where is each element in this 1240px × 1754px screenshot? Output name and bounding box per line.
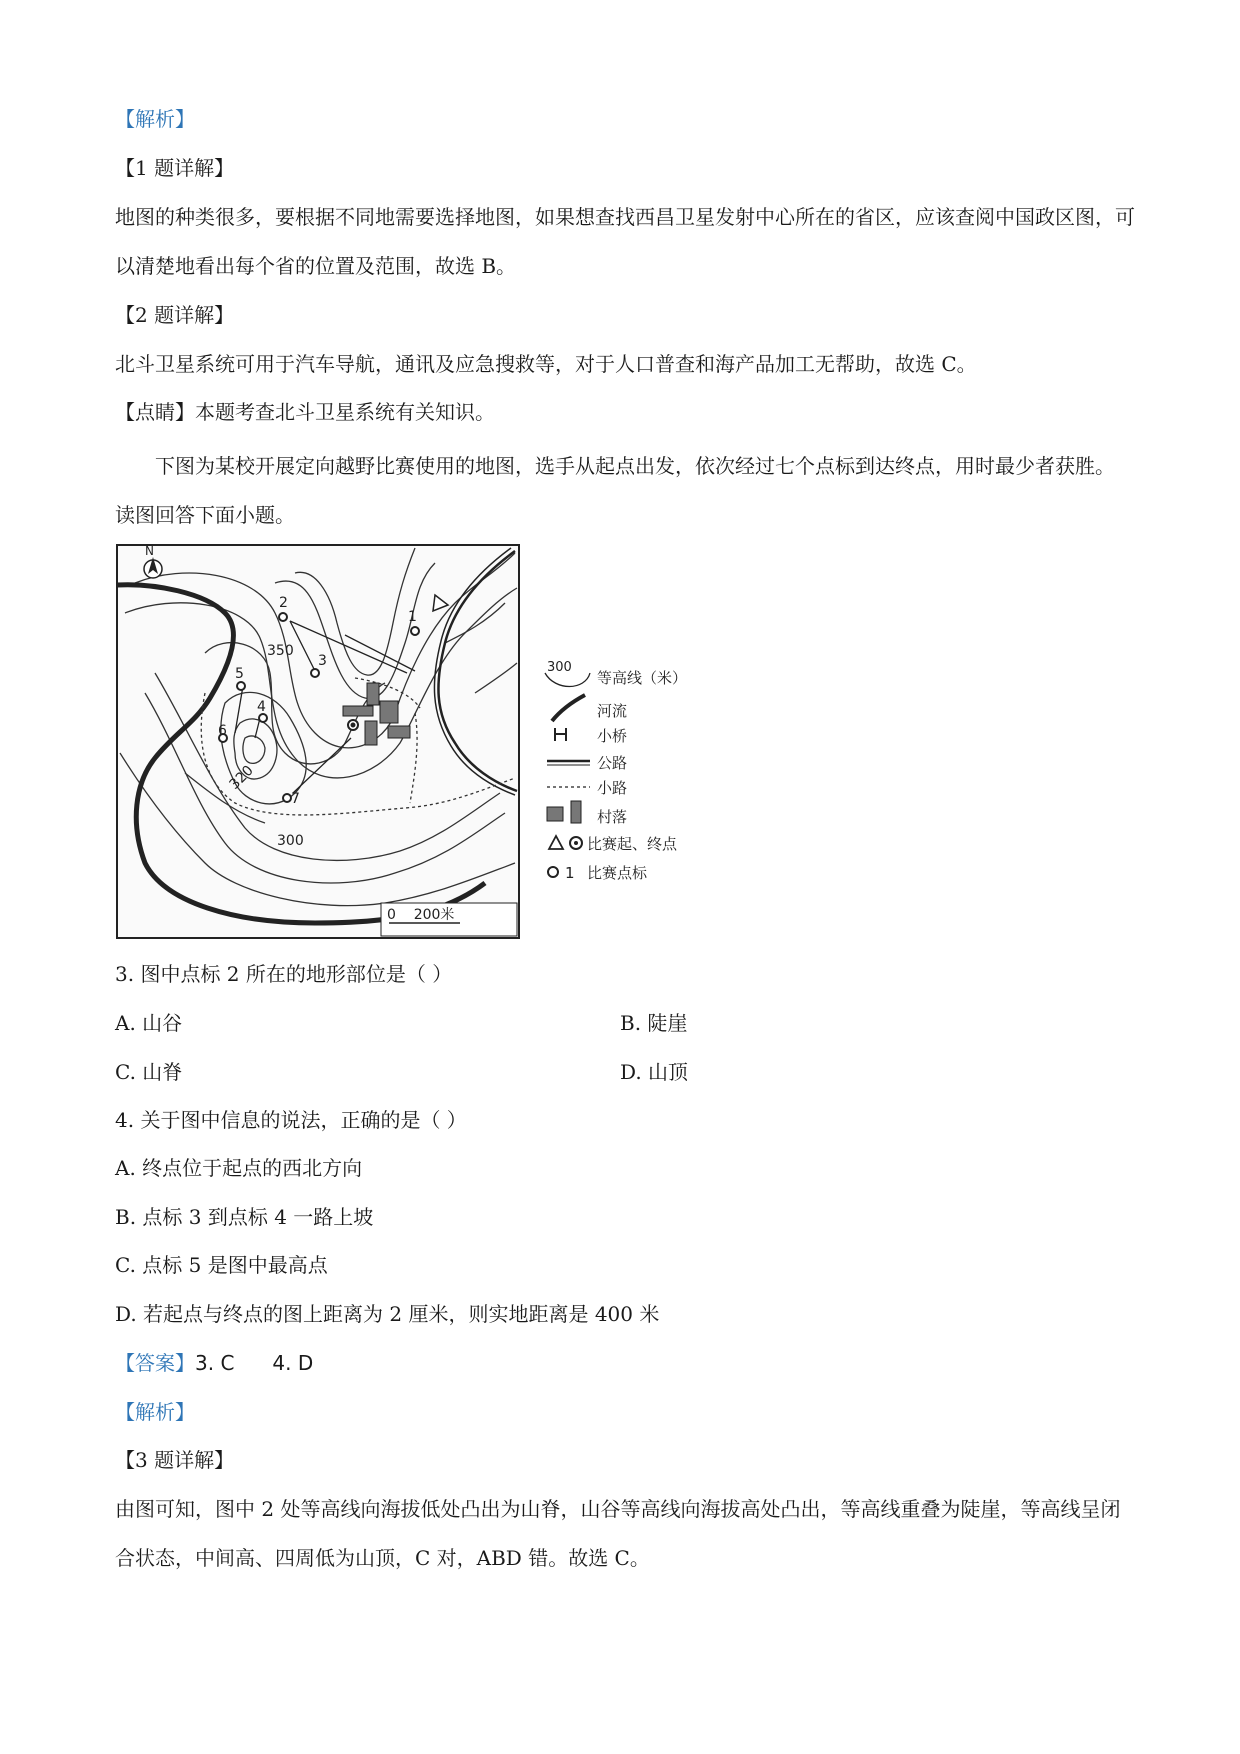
contour-label: 350 [267,643,294,659]
orienteering-map [115,543,730,943]
map-legend [545,660,687,882]
checkpoint-label: 7 [291,791,300,807]
scale-text: 0 200米 [387,907,455,923]
question-4-option-b: B. 点标 3 到点标 4 一路上坡 [115,1205,374,1229]
q3-detail-title: 【3 题详解】 [115,1448,235,1472]
legend-contour-sample: 300 [547,660,572,675]
checkpoint-label: 6 [218,723,227,739]
answer-3: 3. C [195,1351,235,1375]
legend-path: 小路 [597,779,628,797]
checkpoint-label: 4 [257,699,266,715]
checkpoint-label: 2 [279,595,288,611]
question-4-stem: 4. 关于图中信息的说法，正确的是（ ） [115,1108,467,1132]
question-intro: 下图为某校开展定向越野比赛使用的地图，选手从起点出发，依次经过七个点标到达终点，用时最少者获胜。读图回答下面小题。 [115,454,1115,527]
answer-line [115,1349,313,1377]
legend-contour: 等高线（米） [597,669,688,687]
question-3-stem: 3. 图中点标 2 所在的地形部位是（ ） [115,962,453,986]
legend-bridge: 小桥 [597,727,628,745]
question-3-option-d: D. 山顶 [620,1060,689,1084]
highlight-note: 【点睛】本题考查北斗卫星系统有关知识。 [115,400,495,424]
legend-start-end: 比赛起、终点 [587,835,678,853]
answer-4: 4. D [272,1351,314,1375]
question-4-option-c: C. 点标 5 是图中最高点 [115,1253,328,1277]
legend-highway: 公路 [597,754,628,772]
checkpoint-label: 5 [235,666,244,682]
question-3-option-c: C. 山脊 [115,1060,183,1084]
legend-checkpoint: 比赛点标 [587,864,648,882]
q1-detail-text: 地图的种类很多，要根据不同地需要选择地图，如果想查找西昌卫星发射中心所在的省区，应该查阅中国政区图，可以清楚地看出每个省的位置及范围，故选 B。 [115,205,1135,278]
checkpoint-label: 1 [408,609,417,625]
analysis-heading: 【解析】 [115,107,195,131]
question-4-option-a: A. 终点位于起点的西北方向 [115,1156,363,1180]
analysis-heading-2: 【解析】 [115,1400,195,1424]
legend-checkpoint-number: 1 [565,864,575,882]
q1-detail-title: 【1 题详解】 [115,156,235,180]
contour-label: 320 [226,762,257,793]
question-4-option-d: D. 若起点与终点的图上距离为 2 厘米，则实地距离是 400 米 [115,1302,660,1326]
answer-label: 【答案】 [115,1351,195,1375]
contour-label: 300 [277,833,304,849]
q2-detail-text: 北斗卫星系统可用于汽车导航，通讯及应急搜救等，对于人口普查和海产品加工无帮助，故选 C。 [115,352,977,376]
map-frame [117,545,519,938]
legend-village: 村落 [597,808,628,826]
north-label: N [145,544,154,558]
checkpoint-label: 3 [318,653,327,669]
question-3-option-a: A. 山谷 [115,1011,183,1035]
legend-river: 河流 [597,702,628,720]
question-3-option-b: B. 陡崖 [620,1011,688,1035]
q3-detail-text: 由图可知，图中 2 处等高线向海拔低处凸出为山脊，山谷等高线向海拔高处凸出，等高线重叠为陡崖，等高线呈闭合状态，中间高、四周低为山顶，C 对，ABD 错。故选 C。 [115,1497,1121,1570]
q2-detail-title: 【2 题详解】 [115,303,235,327]
